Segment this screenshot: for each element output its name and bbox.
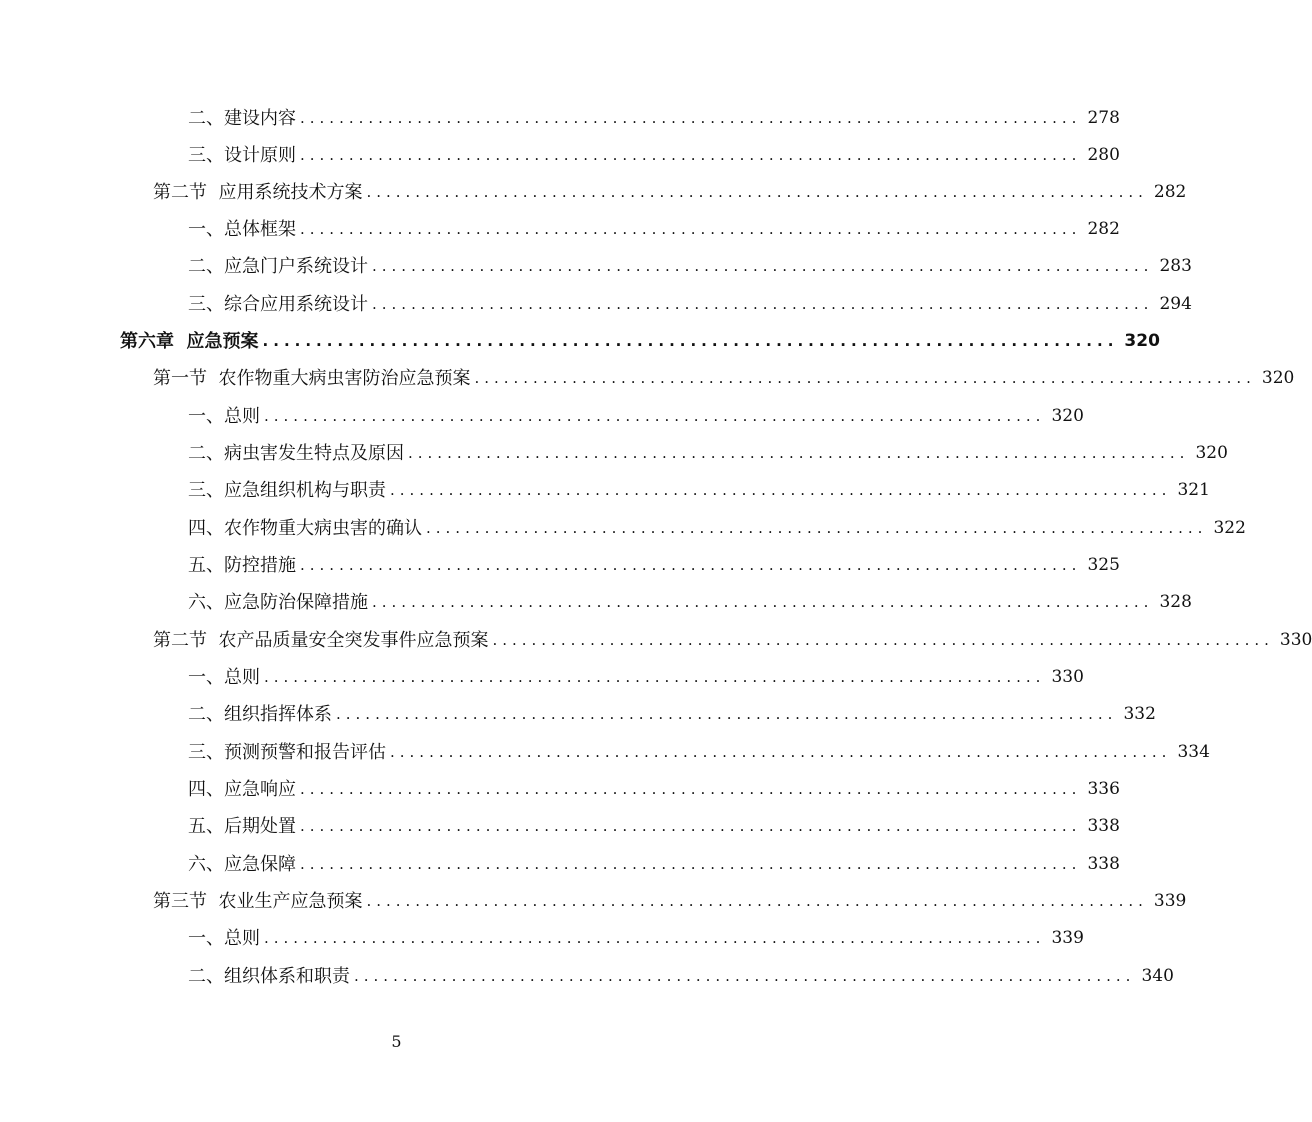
toc-entry[interactable] xyxy=(188,137,1120,174)
toc-entry[interactable] xyxy=(188,958,1174,995)
toc-entry-page: 325 xyxy=(1087,555,1120,575)
toc-dot-leader: ................................................................................ xyxy=(366,892,1148,910)
toc-entry[interactable] xyxy=(188,584,1192,621)
toc-entry-page: 320 xyxy=(1124,331,1160,351)
toc-dot-leader: ................................................................................ xyxy=(366,183,1148,201)
toc-entry-label: 四、应急响应 xyxy=(188,779,296,800)
toc-dot-leader: ................................................................................ xyxy=(264,668,1046,686)
toc-dot-leader: ................................................................................ xyxy=(300,780,1082,798)
toc-entry-label: 四、农作物重大病虫害的确认 xyxy=(188,518,422,539)
toc-dot-leader: ................................................................................ xyxy=(264,929,1046,947)
toc-dot-leader: ................................................................................ xyxy=(262,332,1119,350)
toc-entry-label: 三、预测预警和报告评估 xyxy=(188,742,386,763)
toc-entry-label: 一、总则 xyxy=(188,667,260,688)
toc-dot-leader: ................................................................................ xyxy=(300,220,1082,238)
toc-dot-leader: ................................................................................ xyxy=(336,705,1118,723)
toc-entry[interactable] xyxy=(153,174,1187,211)
toc-entry[interactable] xyxy=(188,286,1192,323)
toc-entry-page: 339 xyxy=(1051,928,1084,948)
toc-entry-label: 三、综合应用系统设计 xyxy=(188,294,368,315)
toc-entry[interactable] xyxy=(153,883,1187,920)
toc-entry-page: 320 xyxy=(1195,443,1228,463)
toc-entry-label: 第二节 农产品质量安全突发事件应急预案 xyxy=(153,630,489,651)
toc-entry[interactable] xyxy=(153,360,1295,397)
toc-dot-leader: ................................................................................ xyxy=(264,407,1046,425)
toc-dot-leader: ................................................................................ xyxy=(390,481,1172,499)
toc-dot-leader: ................................................................................ xyxy=(300,817,1082,835)
toc-entry-label: 二、应急门户系统设计 xyxy=(188,256,368,277)
toc-entry-page: 322 xyxy=(1213,518,1246,538)
toc-dot-leader: ................................................................................ xyxy=(300,855,1082,873)
toc-dot-leader: ................................................................................ xyxy=(474,369,1256,387)
toc-dot-leader: ................................................................................ xyxy=(300,146,1082,164)
toc-entry[interactable] xyxy=(188,472,1210,509)
toc-dot-leader: ................................................................................ xyxy=(300,109,1082,127)
toc-entry[interactable] xyxy=(188,211,1120,248)
page-number: 5 xyxy=(391,1032,402,1051)
toc-entry-page: 320 xyxy=(1261,368,1295,388)
toc-entry[interactable] xyxy=(188,248,1192,285)
toc-dot-leader: ................................................................................ xyxy=(492,631,1274,649)
toc-entry-page: 294 xyxy=(1159,294,1192,314)
toc-dot-leader: ................................................................................ xyxy=(372,257,1154,275)
toc-entry-label: 第六章 应急预案 xyxy=(120,331,259,352)
toc-entry-label: 第三节 农业生产应急预案 xyxy=(153,891,363,912)
toc-entry[interactable] xyxy=(188,808,1120,845)
toc-entry-page: 282 xyxy=(1153,182,1187,202)
toc-dot-leader: ................................................................................ xyxy=(372,593,1154,611)
toc-entry[interactable] xyxy=(188,435,1228,472)
toc-entry-page: 278 xyxy=(1087,108,1120,128)
toc-dot-leader: ................................................................................ xyxy=(372,295,1154,313)
toc-dot-leader: ................................................................................ xyxy=(390,743,1172,761)
toc-entry-label: 一、总体框架 xyxy=(188,219,296,240)
toc-entry-label: 第二节 应用系统技术方案 xyxy=(153,182,363,203)
toc-entry-label: 二、建设内容 xyxy=(188,108,296,129)
toc-entry-page: 338 xyxy=(1087,854,1120,874)
toc-entry-label: 一、总则 xyxy=(188,406,260,427)
toc-entry[interactable] xyxy=(188,846,1120,883)
toc-entry-page: 282 xyxy=(1087,219,1120,239)
toc-entry-label: 六、应急保障 xyxy=(188,854,296,875)
toc-entry-label: 五、后期处置 xyxy=(188,816,296,837)
toc-entry-page: 336 xyxy=(1087,779,1120,799)
toc-entry[interactable] xyxy=(188,659,1084,696)
toc-entry-label: 二、组织指挥体系 xyxy=(188,704,332,725)
toc-entry[interactable] xyxy=(188,510,1246,547)
toc-entry-page: 340 xyxy=(1141,966,1174,986)
toc-entry-label: 五、防控措施 xyxy=(188,555,296,576)
toc-dot-leader: ................................................................................ xyxy=(354,967,1136,985)
toc-entry[interactable] xyxy=(188,771,1120,808)
toc-entry[interactable] xyxy=(188,734,1210,771)
toc-entry-label: 一、总则 xyxy=(188,928,260,949)
toc-entry-page: 334 xyxy=(1177,742,1210,762)
toc-entry[interactable] xyxy=(188,398,1084,435)
toc-entry-page: 330 xyxy=(1279,630,1312,650)
toc-entry-label: 二、病虫害发生特点及原因 xyxy=(188,443,404,464)
toc-entry[interactable] xyxy=(153,622,1312,659)
toc-entry-page: 332 xyxy=(1123,704,1156,724)
toc-entry-page: 330 xyxy=(1051,667,1084,687)
toc-entry-chapter[interactable] xyxy=(120,323,1160,360)
toc-entry-label: 三、应急组织机构与职责 xyxy=(188,480,386,501)
toc-entry-page: 320 xyxy=(1051,406,1084,426)
toc-entry-page: 283 xyxy=(1159,256,1192,276)
toc-entry-page: 321 xyxy=(1177,480,1210,500)
toc-dot-leader: ................................................................................ xyxy=(300,556,1082,574)
toc-entry[interactable] xyxy=(188,920,1084,957)
toc-entry-label: 二、组织体系和职责 xyxy=(188,966,350,987)
toc-entry-label: 三、设计原则 xyxy=(188,145,296,166)
toc-entry[interactable] xyxy=(188,696,1156,733)
toc-entry[interactable] xyxy=(188,100,1120,137)
toc-entry[interactable] xyxy=(188,547,1120,584)
toc-dot-leader: ................................................................................ xyxy=(426,519,1208,537)
toc-entry-label: 第一节 农作物重大病虫害防治应急预案 xyxy=(153,368,471,389)
toc-entry-page: 339 xyxy=(1153,891,1187,911)
toc-entry-label: 六、应急防治保障措施 xyxy=(188,592,368,613)
toc-dot-leader: ................................................................................ xyxy=(408,444,1190,462)
toc-entry-page: 280 xyxy=(1087,145,1120,165)
toc-entry-page: 328 xyxy=(1159,592,1192,612)
toc-entry-page: 338 xyxy=(1087,816,1120,836)
